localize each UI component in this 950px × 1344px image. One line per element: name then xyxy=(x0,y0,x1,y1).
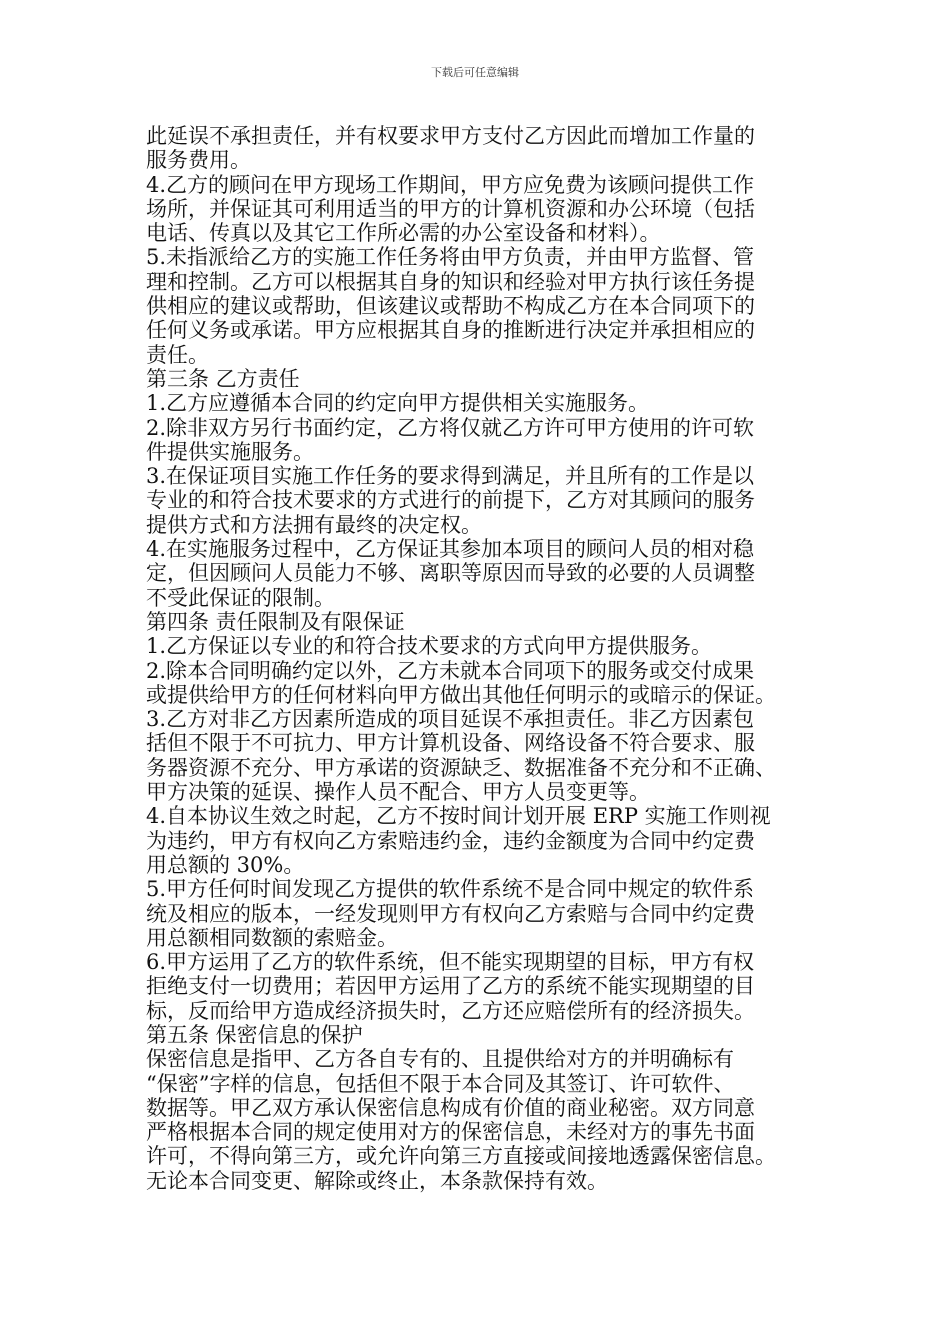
text-line: 括但不限于不可抗力、甲方计算机设备、网络设备不符合要求、服 xyxy=(146,731,755,756)
text-line: 1.乙方保证以专业的和符合技术要求的方式向甲方提供服务。 xyxy=(146,634,713,659)
text-line: 6.甲方运用了乙方的软件系统，但不能实现期望的目标，甲方有权 xyxy=(146,950,755,975)
text-line: 定，但因顾问人员能力不够、离职等原因而导致的必要的人员调整 xyxy=(146,561,755,586)
text-line: 提供方式和方法拥有最终的决定权。 xyxy=(146,512,482,537)
text-line: 用总额相同数额的索赔金。 xyxy=(146,925,398,950)
text-line: 任何义务或承诺。甲方应根据其自身的推断进行决定并承担相应的 xyxy=(146,318,755,343)
text-line: 标，反而给甲方造成经济损失时，乙方还应赔偿所有的经济损失。 xyxy=(146,998,755,1023)
text-line: 电话、传真以及其它工作所必需的办公室设备和材料）。 xyxy=(146,221,661,246)
text-line: 责任。 xyxy=(146,342,209,367)
text-line: 理和控制。乙方可以根据其自身的知识和经验对甲方执行该任务提 xyxy=(146,269,755,294)
text-line: 为违约，甲方有权向乙方索赔违约金，违约金额度为合同中约定费 xyxy=(146,828,755,853)
text-line: 专业的和符合技术要求的方式进行的前提下，乙方对其顾问的服务 xyxy=(146,488,755,513)
text-line: 无论本合同变更、解除或终止，本条款保持有效。 xyxy=(146,1168,608,1193)
text-line: 或提供给甲方的任何材料向甲方做出其他任何明示的或暗示的保证。 xyxy=(146,682,776,707)
text-line: 务器资源不充分、甲方承诺的资源缺乏、数据准备不充分和不正确、 xyxy=(146,755,776,780)
text-line: 保密信息是指甲、乙方各自专有的、且提供给对方的并明确标有 xyxy=(146,1047,734,1072)
text-line: 5.未指派给乙方的实施工作任务将由甲方负责，并由甲方监督、管 xyxy=(146,245,755,270)
text-line: 4.自本协议生效之时起，乙方不按时间计划开展 ERP 实施工作则视 xyxy=(146,804,771,829)
text-line: “保密”字样的信息，包括但不限于本合同及其签订、许可软件、 xyxy=(146,1071,735,1096)
text-line: 供相应的建议或帮助，但该建议或帮助不构成乙方在本合同项下的 xyxy=(146,294,755,319)
text-line: 3.在保证项目实施工作任务的要求得到满足，并且所有的工作是以 xyxy=(146,464,755,489)
text-line: 此延误不承担责任，并有权要求甲方支付乙方因此而增加工作量的 xyxy=(146,124,755,148)
text-line: 数据等。甲乙双方承认保密信息构成有价值的商业秘密。双方同意 xyxy=(146,1095,755,1120)
text-line: 拒绝支付一切费用；若因甲方运用了乙方的系统不能实现期望的目 xyxy=(146,974,755,999)
text-line: 统及相应的版本，一经发现则甲方有权向乙方索赔与合同中约定费 xyxy=(146,901,755,926)
text-line: 件提供实施服务。 xyxy=(146,439,314,464)
section-heading-article-4: 第四条 责任限制及有限保证 xyxy=(146,609,405,634)
text-line: 严格根据本合同的规定使用对方的保密信息，未经对方的事先书面 xyxy=(146,1120,755,1145)
text-line: 许可，不得向第三方，或允许向第三方直接或间接地透露保密信息。 xyxy=(146,1144,776,1169)
text-line: 不受此保证的限制。 xyxy=(146,585,335,610)
text-line: 3.乙方对非乙方因素所造成的项目延误不承担责任。非乙方因素包 xyxy=(146,707,755,732)
text-line: 4.乙方的顾问在甲方现场工作期间，甲方应免费为该顾问提供工作 xyxy=(146,172,755,197)
text-line: 4.在实施服务过程中，乙方保证其参加本项目的顾问人员的相对稳 xyxy=(146,537,755,562)
text-line: 2.除本合同明确约定以外，乙方未就本合同项下的服务或交付成果 xyxy=(146,658,755,683)
contract-body xyxy=(146,124,812,1193)
text-line: 2.除非双方另行书面约定，乙方将仅就乙方许可甲方使用的许可软 xyxy=(146,415,755,440)
text-line: 用总额的 30%。 xyxy=(146,852,305,877)
text-line: 服务费用。 xyxy=(146,148,251,173)
text-line: 甲方决策的延误、操作人员不配合、甲方人员变更等。 xyxy=(146,780,650,805)
text-line: 1.乙方应遵循本合同的约定向甲方提供相关实施服务。 xyxy=(146,391,650,416)
page-header-note: 下载后可任意编辑 xyxy=(431,66,519,79)
section-heading-article-5: 第五条 保密信息的保护 xyxy=(146,1022,363,1047)
text-line: 5.甲方任何时间发现乙方提供的软件系统不是合同中规定的软件系 xyxy=(146,877,755,902)
text-line: 场所，并保证其可利用适当的甲方的计算机资源和办公环境（包括 xyxy=(146,196,755,221)
section-heading-article-3: 第三条 乙方责任 xyxy=(146,366,300,391)
